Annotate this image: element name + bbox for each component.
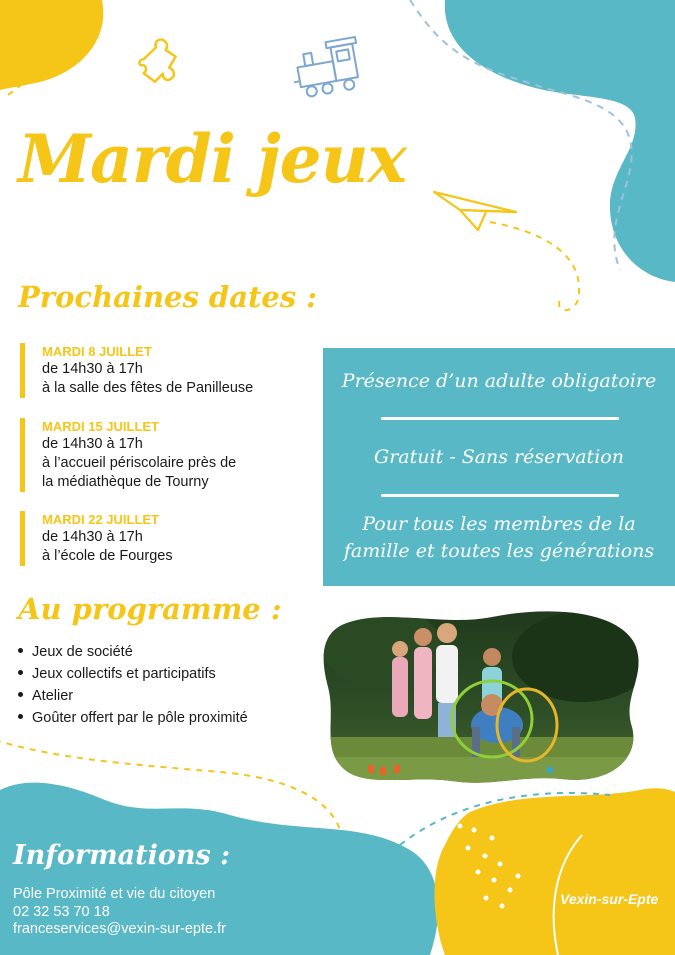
contact-phone: 02 32 53 70 18 [13,903,110,920]
info-adult-required: Présence d’un adulte obligatoire [341,370,657,392]
info-audience-line1: Pour tous les membres de la [362,513,636,535]
info-separator [381,494,619,497]
date-label: MARDI 15 JUILLET [42,419,160,434]
list-item: Jeux de société [18,641,248,663]
contact-email[interactable]: franceservices@vexin-sur-epte.fr [13,921,226,937]
page-title: Mardi jeux [18,120,406,198]
date-time: de 14h30 à 17h [42,436,143,452]
date-place: à l’école de Fourges [42,548,173,564]
programme-list [18,641,248,729]
info-box [323,348,675,586]
children-playing-photo [322,607,640,787]
date-item [20,343,253,398]
paper-plane-icon [430,186,522,232]
date-place: à l’accueil périscolaire près de [42,455,237,471]
date-item [20,418,236,492]
info-audience-line2: famille et toutes les générations [343,540,655,562]
brand-logo-text: Vexin-sur-Epte [560,891,659,907]
puzzle-icon [130,32,192,88]
list-item: Goûter offert par le pôle proximité [18,707,248,729]
informations-heading: Informations : [13,840,231,871]
info-free: Gratuit - Sans réservation [374,446,624,468]
contact-organisation: Pôle Proximité et vie du citoyen [13,886,216,902]
date-label: MARDI 8 JUILLET [42,344,152,359]
dates-heading: Prochaines dates : [18,280,317,314]
list-item: Atelier [18,685,248,707]
list-item: Jeux collectifs et participatifs [18,663,248,685]
teal-blob-top-right [445,0,675,282]
contact-block [13,886,226,939]
date-time: de 14h30 à 17h [42,361,143,377]
date-time: de 14h30 à 17h [42,529,143,545]
date-item [20,511,173,566]
programme-heading: Au programme : [18,592,282,626]
info-separator [381,417,619,420]
yellow-blob-top-left [0,0,103,90]
train-icon [290,36,368,100]
date-label: MARDI 22 JUILLET [42,512,160,527]
date-place: la médiathèque de Tourny [42,474,209,490]
date-place: à la salle des fêtes de Panilleuse [42,380,254,396]
